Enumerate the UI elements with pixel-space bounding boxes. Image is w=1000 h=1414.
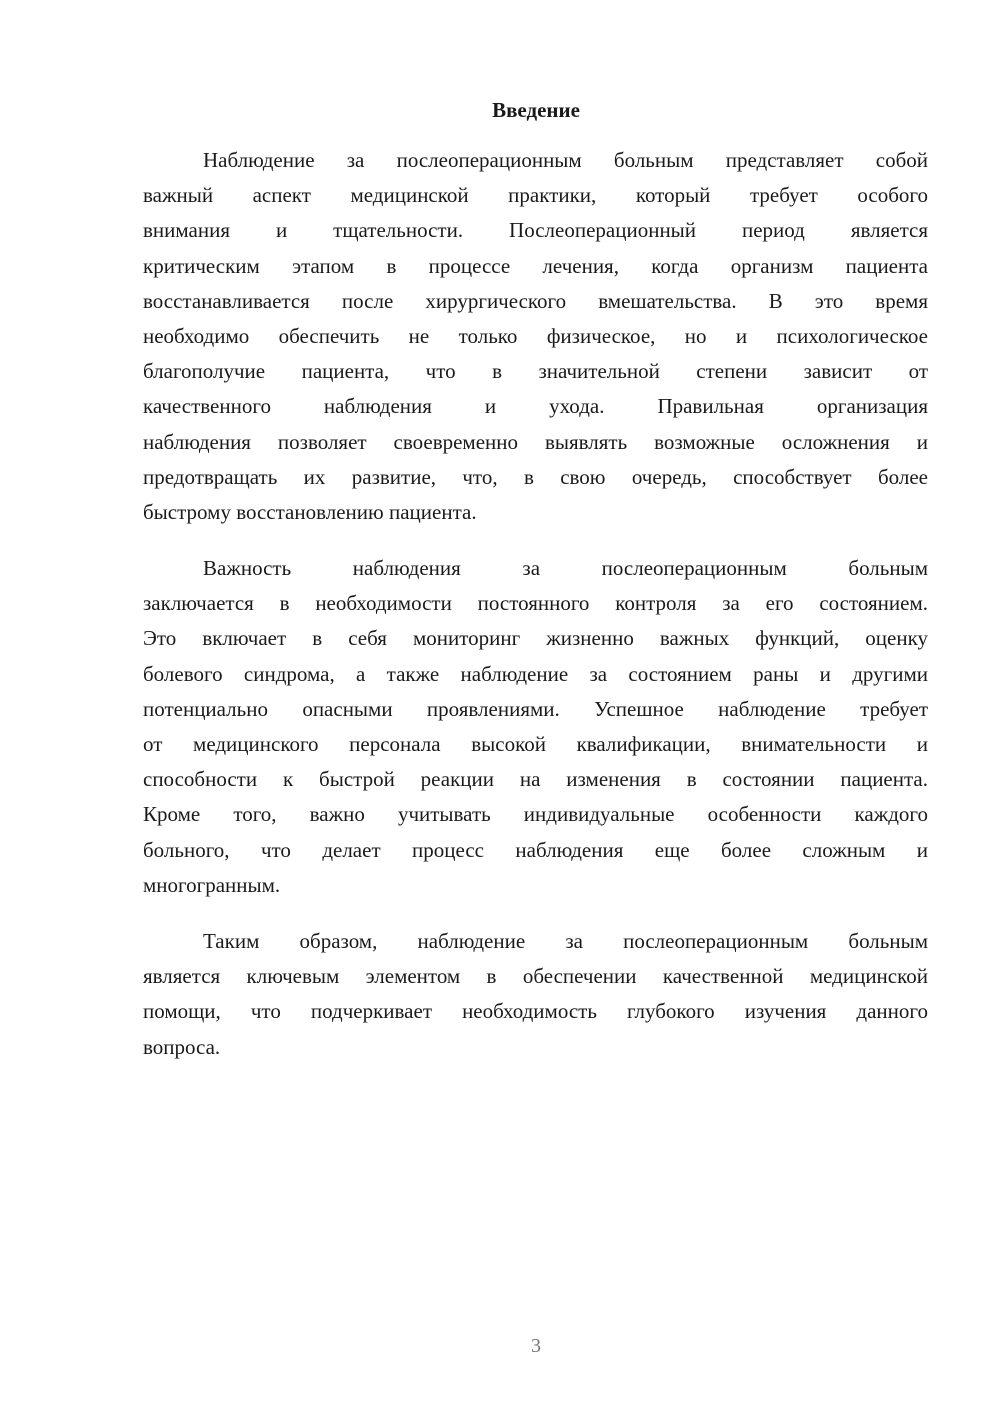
text-line: Таким образом, наблюдение за послеоперационным больным [203,929,928,953]
text-line: критическим этапом в процессе лечения, когда организм пациента [143,253,928,278]
text-line: Это включает в себя мониторинг жизненно важных функций, оценку [143,626,928,651]
paragraph-3 [143,924,928,1065]
page-number: 3 [531,1335,541,1357]
text-line: необходимо обеспечить не только физическое, но и психологическое [143,323,928,348]
text-line: от медицинского персонала высокой квалификации, внимательности и [143,731,928,756]
text-line: Кроме того, важно учитывать индивидуальные особенности каждого [143,802,928,827]
text-line: способности к быстрой реакции на изменения в состоянии пациента. [143,767,928,792]
text-line: Важность наблюдения за послеоперационным больным [203,556,928,580]
text-line: больного, что делает процесс наблюдения еще более сложным и [143,837,928,862]
text-line: быстрому восстановлению пациента. [143,499,477,524]
text-line: благополучие пациента, что в значительной степени зависит от [143,359,928,384]
text-line: многогранным. [143,872,281,897]
text-line: предотвращать их развитие, что, в свою очередь, способствует более [143,464,928,489]
text-line: важный аспект медицинской практики, который требует особого [143,183,928,208]
text-line: является ключевым элементом в обеспечении качественной медицинской [143,964,928,989]
text-line: болевого синдрома, а также наблюдение за состоянием раны и другими [143,661,928,686]
paragraph-1 [143,143,928,530]
text-line: внимания и тщательности. Послеоперационный период является [143,218,928,243]
text-line: потенциально опасными проявлениями. Успешное наблюдение требует [143,696,928,721]
text-line: Наблюдение за послеоперационным больным представляет собой [203,148,928,172]
text-line: помощи, что подчеркивает необходимость глубокого изучения данного [143,999,928,1024]
text-line: заключается в необходимости постоянного контроля за его состоянием. [143,591,928,616]
text-line: качественного наблюдения и ухода. Правильная организация [143,394,928,419]
paragraph-2 [143,551,928,903]
section-heading: Введение [492,98,580,122]
text-line: вопроса. [143,1034,221,1059]
text-line: наблюдения позволяет своевременно выявлять возможные осложнения и [143,429,928,454]
text-line: восстанавливается после хирургического вмешательства. В это время [143,288,928,313]
